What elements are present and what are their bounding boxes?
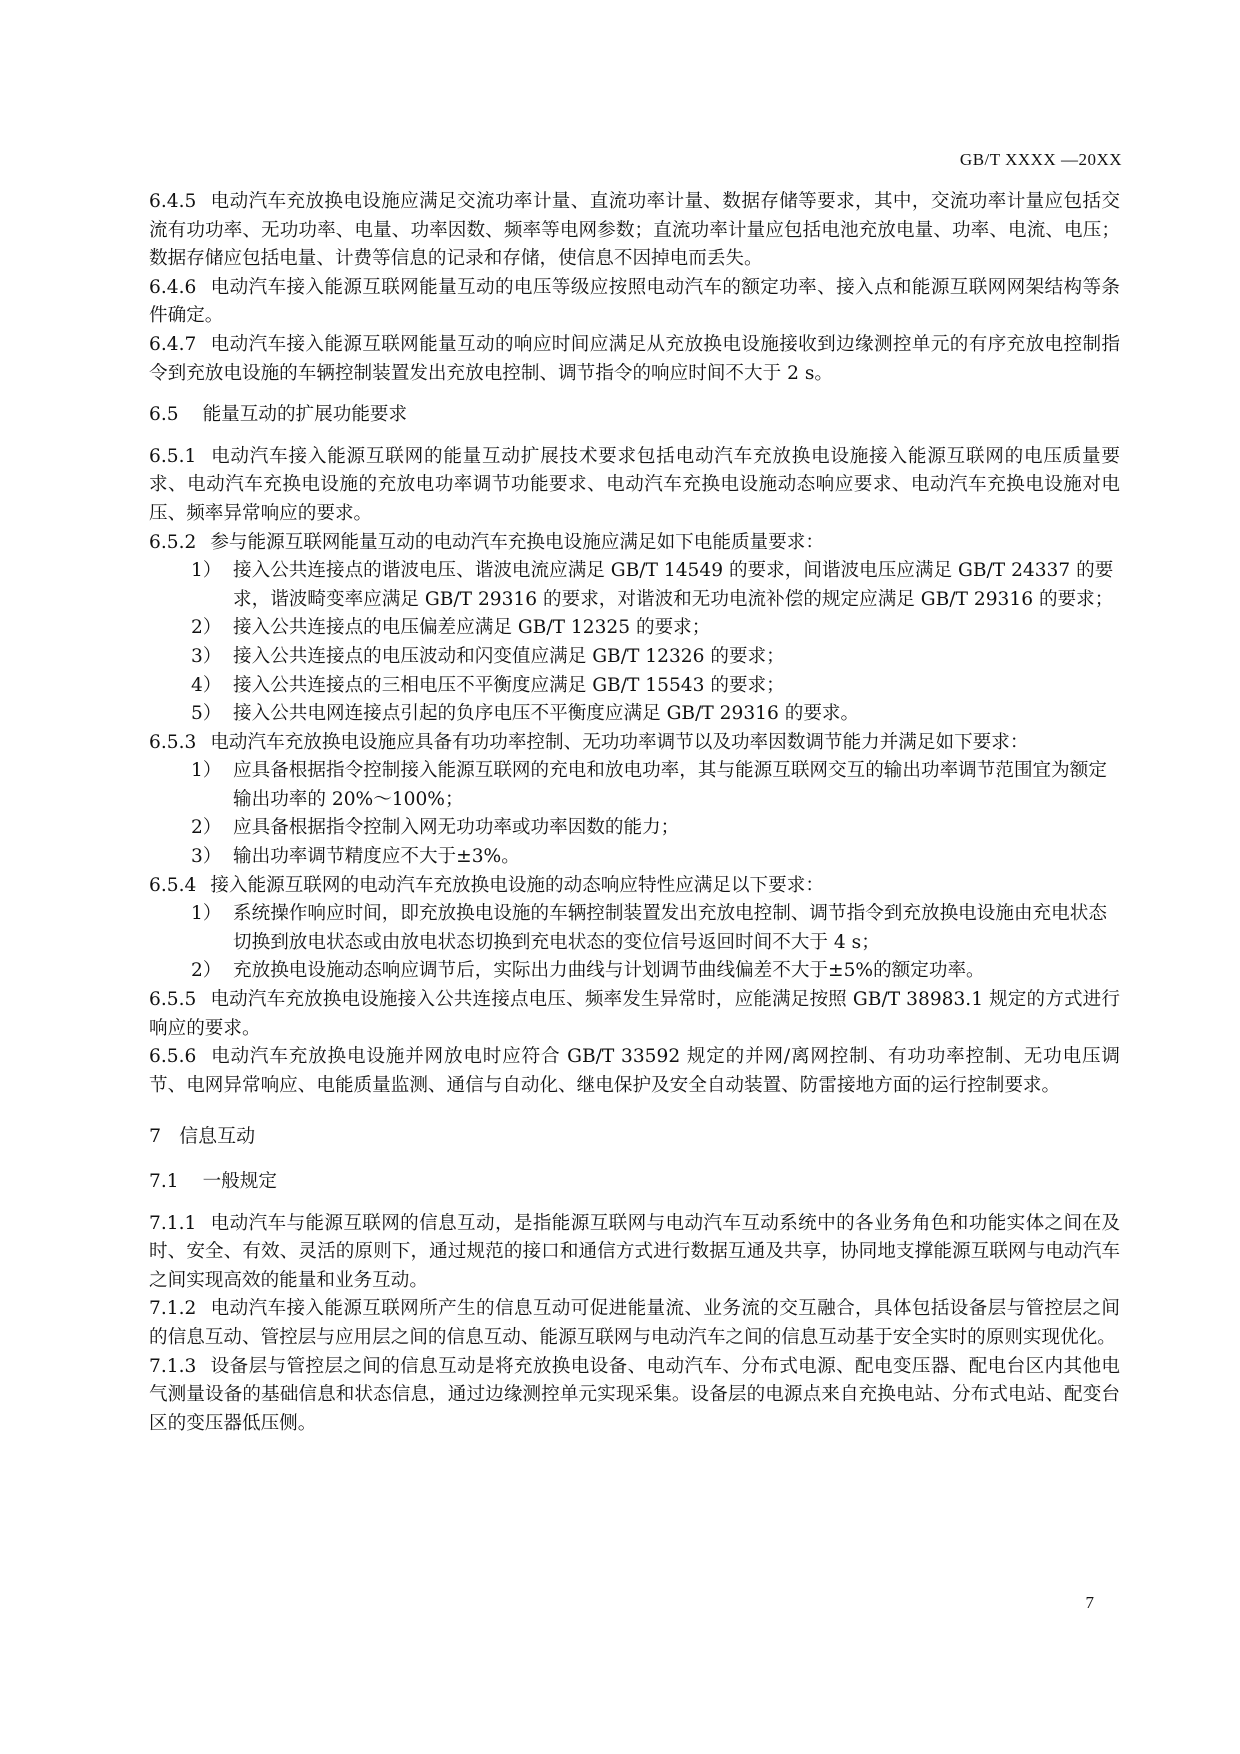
list-item-text: 应具备根据指令控制接入能源互联网的充电和放电功率，其与能源互联网交互的输出功率调节范围宜为额定输出功率的 20%～100%； [233, 760, 1107, 810]
header-rule [148, 178, 1122, 179]
clause-text: 接入能源互联网的电动汽车充放换电设施的动态响应特性应满足以下要求： [210, 874, 824, 896]
list-item-marker: 1） [191, 560, 222, 582]
clause-paragraph [149, 1210, 1120, 1296]
clause-number: 6.5.3 [149, 731, 197, 753]
clause-text: 设备层与管控层之间的信息互动是将充放换电设备、电动汽车、分布式电源、配电变压器、配电台区内其他电气测量设备的基础信息和状态信息，通过边缘测控单元实现采集。设备层的电源点来自充换电站、分布式电站、配变台区的变压器低压侧。 [149, 1355, 1120, 1434]
list-item-text: 充放换电设施动态响应调节后，实际出力曲线与计划调节曲线偏差不大于±5%的额定功率。 [233, 960, 985, 982]
list-item [149, 614, 1120, 643]
clause-text: 电动汽车与能源互联网的信息互动，是指能源互联网与电动汽车互动系统中的各业务角色和功能实体之间在及时、安全、有效、灵活的原则下，通过规范的接口和通信方式进行数据互通及共享，协同地支撑能源互联网与电动汽车之间实现高效的能量和业务互动。 [149, 1212, 1120, 1291]
section-number: 7.1 [149, 1171, 179, 1192]
section-title: 一般规定 [202, 1171, 277, 1192]
clause-number: 6.5.4 [149, 874, 197, 896]
list-item [149, 957, 1120, 986]
clause-number: 6.5.6 [149, 1046, 197, 1068]
clause-number: 7.1.3 [149, 1355, 197, 1377]
list-item-text: 接入公共连接点的电压偏差应满足 GB/T 12325 的要求； [233, 617, 711, 639]
clause-paragraph [149, 443, 1120, 529]
chapter-title: 信息互动 [179, 1125, 256, 1148]
clause-paragraph [149, 529, 1120, 558]
clause-paragraph [149, 1353, 1120, 1439]
clause-paragraph [149, 872, 1120, 901]
document-code-header: GB/T XXXX —20XX [959, 150, 1122, 169]
clause-number: 7.1.2 [149, 1298, 197, 1320]
list-item-text: 应具备根据指令控制入网无功功率或功率因数的能力； [233, 817, 680, 839]
list-item [149, 757, 1120, 814]
list-item-marker: 2） [191, 960, 222, 982]
list-item-marker: 1） [191, 903, 222, 925]
section-title: 能量互动的扩展功能要求 [202, 404, 408, 426]
clause-paragraph [149, 1043, 1120, 1100]
list-item [149, 672, 1120, 701]
clause-text: 电动汽车充放换电设施应具备有功功率控制、无功功率调节以及功率因数调节能力并满足如下要求： [210, 731, 1029, 753]
list-item-marker: 4） [191, 674, 222, 696]
clause-paragraph [149, 331, 1120, 388]
clause-text: 电动汽车充放换电设施应满足交流功率计量、直流功率计量、数据存储等要求，其中，交流功率计量应包括交流有功功率、无功功率、电量、功率因数、频率等电网参数；直流功率计量应包括电池充放电量、功率、电流、电压；数据存储应包括电量、计费等信息的记录和存储，使信息不因掉电而丢失。 [149, 191, 1120, 270]
list-item-text: 接入公共连接点的电压波动和闪变值应满足 GB/T 12326 的要求； [233, 645, 785, 667]
page-number: 7 [1085, 1593, 1094, 1612]
list-item [149, 643, 1120, 672]
list-item-marker: 2） [191, 617, 222, 639]
list-item [149, 700, 1120, 729]
section-number: 6.5 [149, 404, 179, 426]
chapter-heading [149, 1122, 1120, 1151]
clause-paragraph [149, 729, 1120, 758]
clause-number: 6.4.7 [149, 333, 197, 355]
list-item [149, 557, 1120, 614]
list-item-text: 接入公共电网连接点引起的负序电压不平衡度应满足 GB/T 29316 的要求。 [233, 703, 860, 725]
clause-text: 电动汽车接入能源互联网的能量互动扩展技术要求包括电动汽车充放换电设施接入能源互联网的电压质量要求、电动汽车充换电设施的充放电功率调节功能要求、电动汽车充换电设施动态响应要求、电动汽车充换电设施对电压、频率异常响应的要求。 [149, 445, 1120, 524]
clause-number: 6.5.2 [149, 531, 197, 553]
list-item-text: 系统操作响应时间，即充放换电设施的车辆控制装置发出充放电控制、调节指令到充放换电设施由充电状态切换到放电状态或由放电状态切换到充电状态的变位信号返回时间不大于 4 s； [233, 903, 1107, 953]
section-heading [149, 401, 1120, 430]
clause-number: 6.4.5 [149, 191, 197, 212]
clause-paragraph [149, 1295, 1120, 1352]
clause-number: 6.4.6 [149, 276, 197, 298]
list-item-text: 接入公共连接点的三相电压不平衡度应满足 GB/T 15543 的要求； [233, 674, 785, 696]
clause-text: 电动汽车接入能源互联网所产生的信息互动可促进能量流、业务流的交互融合，具体包括设备层与管控层之间的信息互动、管控层与应用层之间的信息互动、能源互联网与电动汽车之间的信息互动基于安全实时的原则实现优化。 [149, 1298, 1120, 1348]
list-item-marker: 5） [191, 703, 222, 725]
list-item-marker: 3） [191, 645, 222, 667]
clause-text: 电动汽车接入能源互联网能量互动的电压等级应按照电动汽车的额定功率、接入点和能源互联网网架结构等条件确定。 [149, 276, 1120, 327]
list-item-marker: 3） [191, 846, 222, 868]
clause-paragraph [149, 986, 1120, 1043]
clause-number: 6.5.1 [149, 445, 197, 467]
section-heading [149, 1168, 1120, 1197]
chapter-number: 7 [149, 1125, 162, 1148]
list-item [149, 900, 1120, 957]
list-item-marker: 2） [191, 817, 222, 839]
document-body [149, 188, 1120, 1438]
clause-number: 7.1.1 [149, 1212, 197, 1234]
clause-paragraph [149, 188, 1120, 274]
clause-text: 参与能源互联网能量互动的电动汽车充换电设施应满足如下电能质量要求： [210, 531, 824, 553]
list-item-marker: 1） [191, 760, 222, 782]
list-item [149, 814, 1120, 843]
clause-paragraph [149, 274, 1120, 331]
list-item [149, 843, 1120, 872]
clause-text: 电动汽车接入能源互联网能量互动的响应时间应满足从充放换电设施接收到边缘测控单元的有序充放电控制指令到充放电设施的车辆控制装置发出充放电控制、调节指令的响应时间不大于 2 s。 [149, 333, 1120, 384]
list-item-text: 输出功率调节精度应不大于±3%。 [233, 846, 520, 868]
clause-number: 6.5.5 [149, 989, 197, 1011]
list-item-text: 接入公共连接点的谐波电压、谐波电流应满足 GB/T 14549 的要求，间谐波电压应满足 GB/T 24337 的要求，谐波畸变率应满足 GB/T 29316 的要求，对谐波和无功电流补偿的规定应满足 GB/T 29316 的要求； [233, 560, 1114, 610]
clause-text: 电动汽车充放换电设施并网放电时应符合 GB/T 33592 规定的并网/离网控制、有功功率控制、无功电压调节、电网异常响应、电能质量监测、通信与自动化、继电保护及安全自动装置、防雷接地方面的运行控制要求。 [149, 1046, 1120, 1096]
clause-text: 电动汽车充放换电设施接入公共连接点电压、频率发生异常时，应能满足按照 GB/T 38983.1 规定的方式进行响应的要求。 [149, 989, 1120, 1039]
